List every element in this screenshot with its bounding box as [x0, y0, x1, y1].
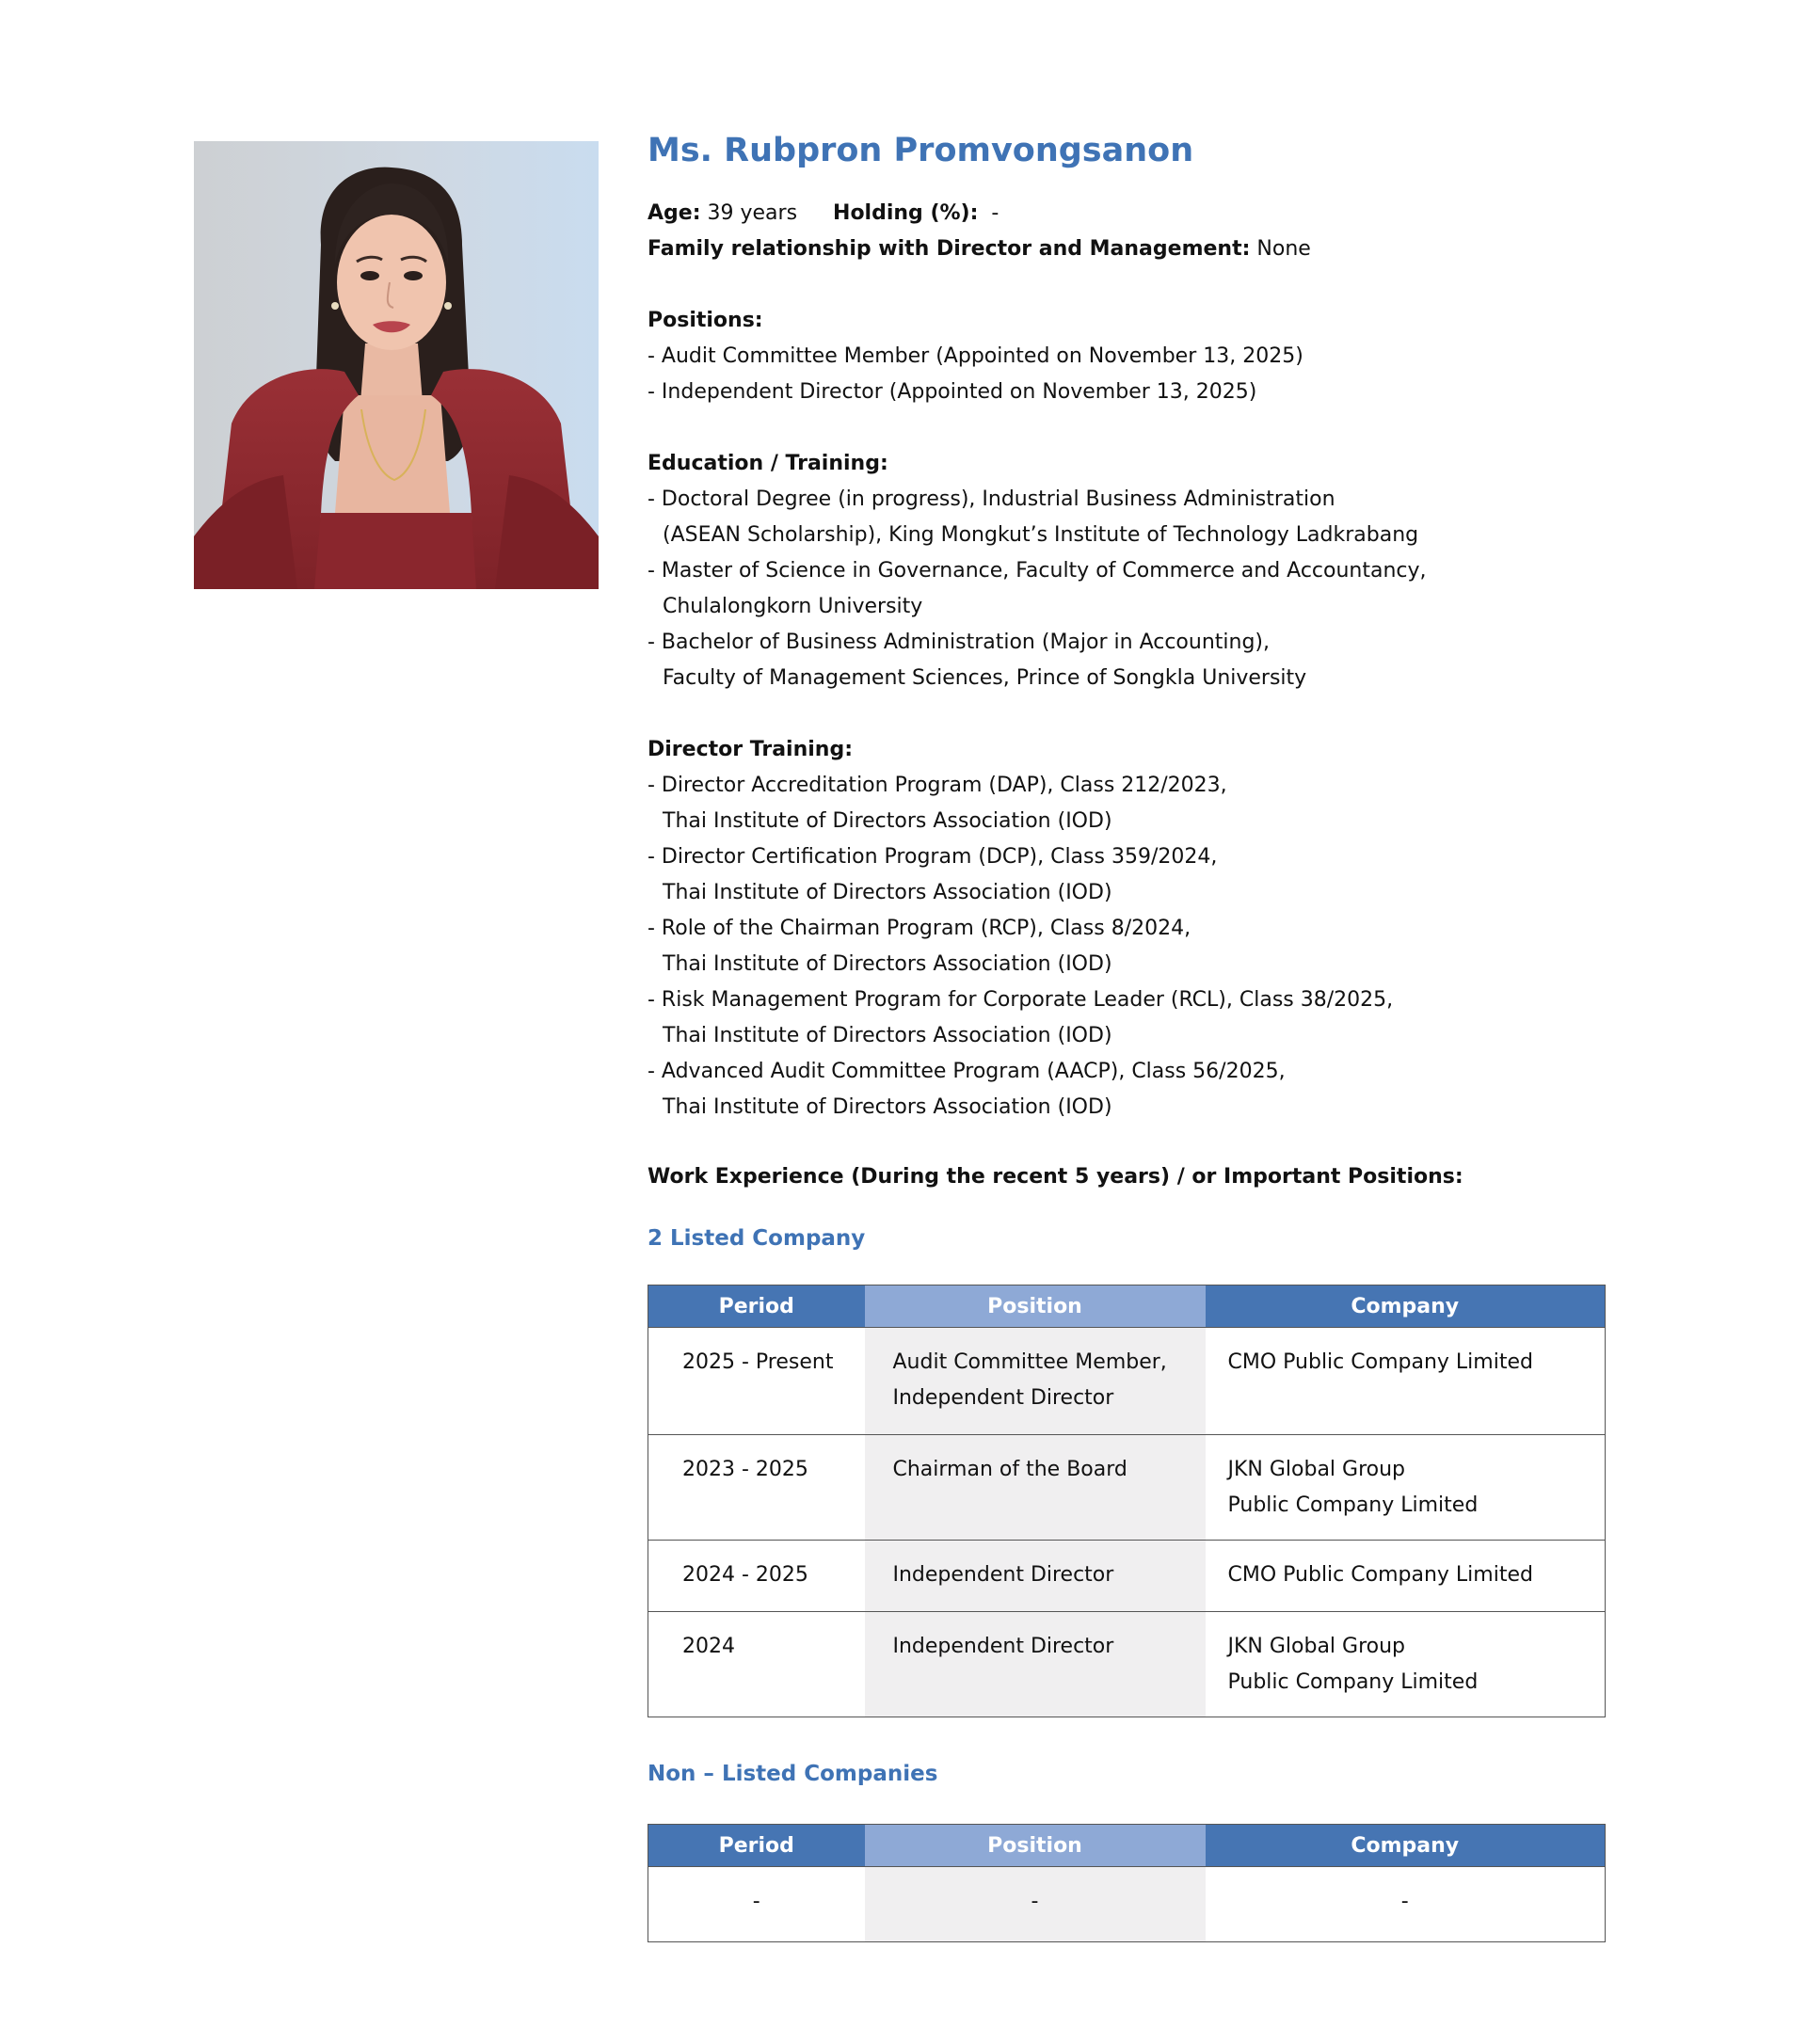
company-text: JKN Global Group [1227, 1458, 1406, 1481]
company-text: Public Company Limited [1227, 1670, 1479, 1694]
company-text: Public Company Limited [1227, 1493, 1479, 1517]
position-cell: - [865, 1867, 1206, 1942]
position-cell [865, 1612, 1206, 1717]
period-text: 2023 - 2025 [682, 1458, 808, 1481]
column-header-position: Position [865, 1285, 1206, 1328]
column-header-period: Period [648, 1285, 865, 1328]
education-item-cont: Chulalongkorn University [663, 595, 923, 618]
training-item: - Director Accreditation Program (DAP), Class 212/2023, [648, 774, 1227, 797]
position-item: - Independent Director (Appointed on November 13, 2025) [648, 380, 1257, 404]
position-cell [865, 1541, 1206, 1612]
age-label: Age: [648, 201, 701, 225]
training-item-cont: Thai Institute of Directors Association (IOD) [663, 809, 1112, 833]
column-header-company: Company [1206, 1825, 1606, 1867]
company-text: CMO Public Company Limited [1227, 1563, 1533, 1587]
company-cell [1206, 1541, 1606, 1612]
education-item: - Master of Science in Governance, Faculty of Commerce and Accountancy, [648, 559, 1427, 583]
age-value: 39 years [707, 201, 798, 225]
training-item-cont: Thai Institute of Directors Association (IOD) [663, 952, 1112, 976]
non-listed-companies-title: Non – Listed Companies [648, 1762, 938, 1786]
table-header-row [648, 1825, 1606, 1867]
table-row [648, 1541, 1606, 1612]
positions-heading: Positions: [648, 309, 763, 332]
listed-company-title: 2 Listed Company [648, 1226, 866, 1251]
profile-content [648, 130, 1607, 1126]
position-cell [865, 1328, 1206, 1435]
period-cell [648, 1328, 865, 1435]
period-cell: - [648, 1867, 865, 1942]
education-item-cont: (ASEAN Scholarship), King Mongkut’s Institute of Technology Ladkrabang [663, 523, 1419, 547]
period-cell [648, 1612, 865, 1717]
company-cell [1206, 1612, 1606, 1717]
portrait-photo [194, 141, 599, 589]
age-holding-line [648, 196, 1607, 232]
position-text: Independent Director [892, 1563, 1114, 1587]
family-value: None [1256, 237, 1311, 261]
position-text: Audit Committee Member, [892, 1350, 1167, 1374]
company-cell [1206, 1435, 1606, 1541]
table-header-row [648, 1285, 1606, 1328]
training-item: - Director Certification Program (DCP), Class 359/2024, [648, 845, 1218, 869]
table-row [648, 1328, 1606, 1435]
training-item-cont: Thai Institute of Directors Association (IOD) [663, 1095, 1112, 1119]
family-line [648, 232, 1607, 267]
profile-details [648, 196, 1607, 1126]
holding-value: - [991, 201, 999, 225]
holding-label: Holding (%): [833, 201, 979, 225]
period-cell [648, 1541, 865, 1612]
company-cell [1206, 1328, 1606, 1435]
position-cell [865, 1435, 1206, 1541]
portrait-illustration [194, 141, 599, 589]
family-label: Family relationship with Director and Management: [648, 237, 1251, 261]
education-heading: Education / Training: [648, 452, 888, 475]
education-item: - Doctoral Degree (in progress), Industrial Business Administration [648, 487, 1335, 511]
position-item: - Audit Committee Member (Appointed on November 13, 2025) [648, 344, 1303, 368]
position-text: Chairman of the Board [892, 1458, 1127, 1481]
director-name: Ms. Rubpron Promvongsanon [648, 132, 1194, 169]
training-item: - Advanced Audit Committee Program (AACP), Class 56/2025, [648, 1060, 1286, 1083]
education-item-cont: Faculty of Management Sciences, Prince of Songkla University [663, 666, 1307, 690]
period-text: 2024 - 2025 [682, 1563, 808, 1587]
work-experience-heading: Work Experience (During the recent 5 years) / or Important Positions: [648, 1165, 1463, 1189]
column-header-company: Company [1206, 1285, 1606, 1328]
training-item: - Role of the Chairman Program (RCP), Class 8/2024, [648, 917, 1191, 940]
table-row [648, 1612, 1606, 1717]
column-header-period: Period [648, 1825, 865, 1867]
period-text: 2024 [682, 1635, 735, 1658]
training-item-cont: Thai Institute of Directors Association (IOD) [663, 881, 1112, 904]
company-cell: - [1206, 1867, 1606, 1942]
non-listed-companies-table [648, 1824, 1606, 1942]
company-text: JKN Global Group [1227, 1635, 1406, 1658]
period-cell [648, 1435, 865, 1541]
company-text: CMO Public Company Limited [1227, 1350, 1533, 1374]
table-row [648, 1435, 1606, 1541]
training-item-cont: Thai Institute of Directors Association (IOD) [663, 1024, 1112, 1047]
period-text: 2025 - Present [682, 1350, 834, 1374]
listed-company-table [648, 1285, 1606, 1717]
position-text: Independent Director [892, 1635, 1114, 1658]
education-item: - Bachelor of Business Administration (Major in Accounting), [648, 631, 1270, 654]
director-training-heading: Director Training: [648, 738, 853, 761]
position-text: Independent Director [892, 1386, 1114, 1410]
table-row [648, 1867, 1606, 1942]
column-header-position: Position [865, 1825, 1206, 1867]
training-item: - Risk Management Program for Corporate Leader (RCL), Class 38/2025, [648, 988, 1394, 1012]
